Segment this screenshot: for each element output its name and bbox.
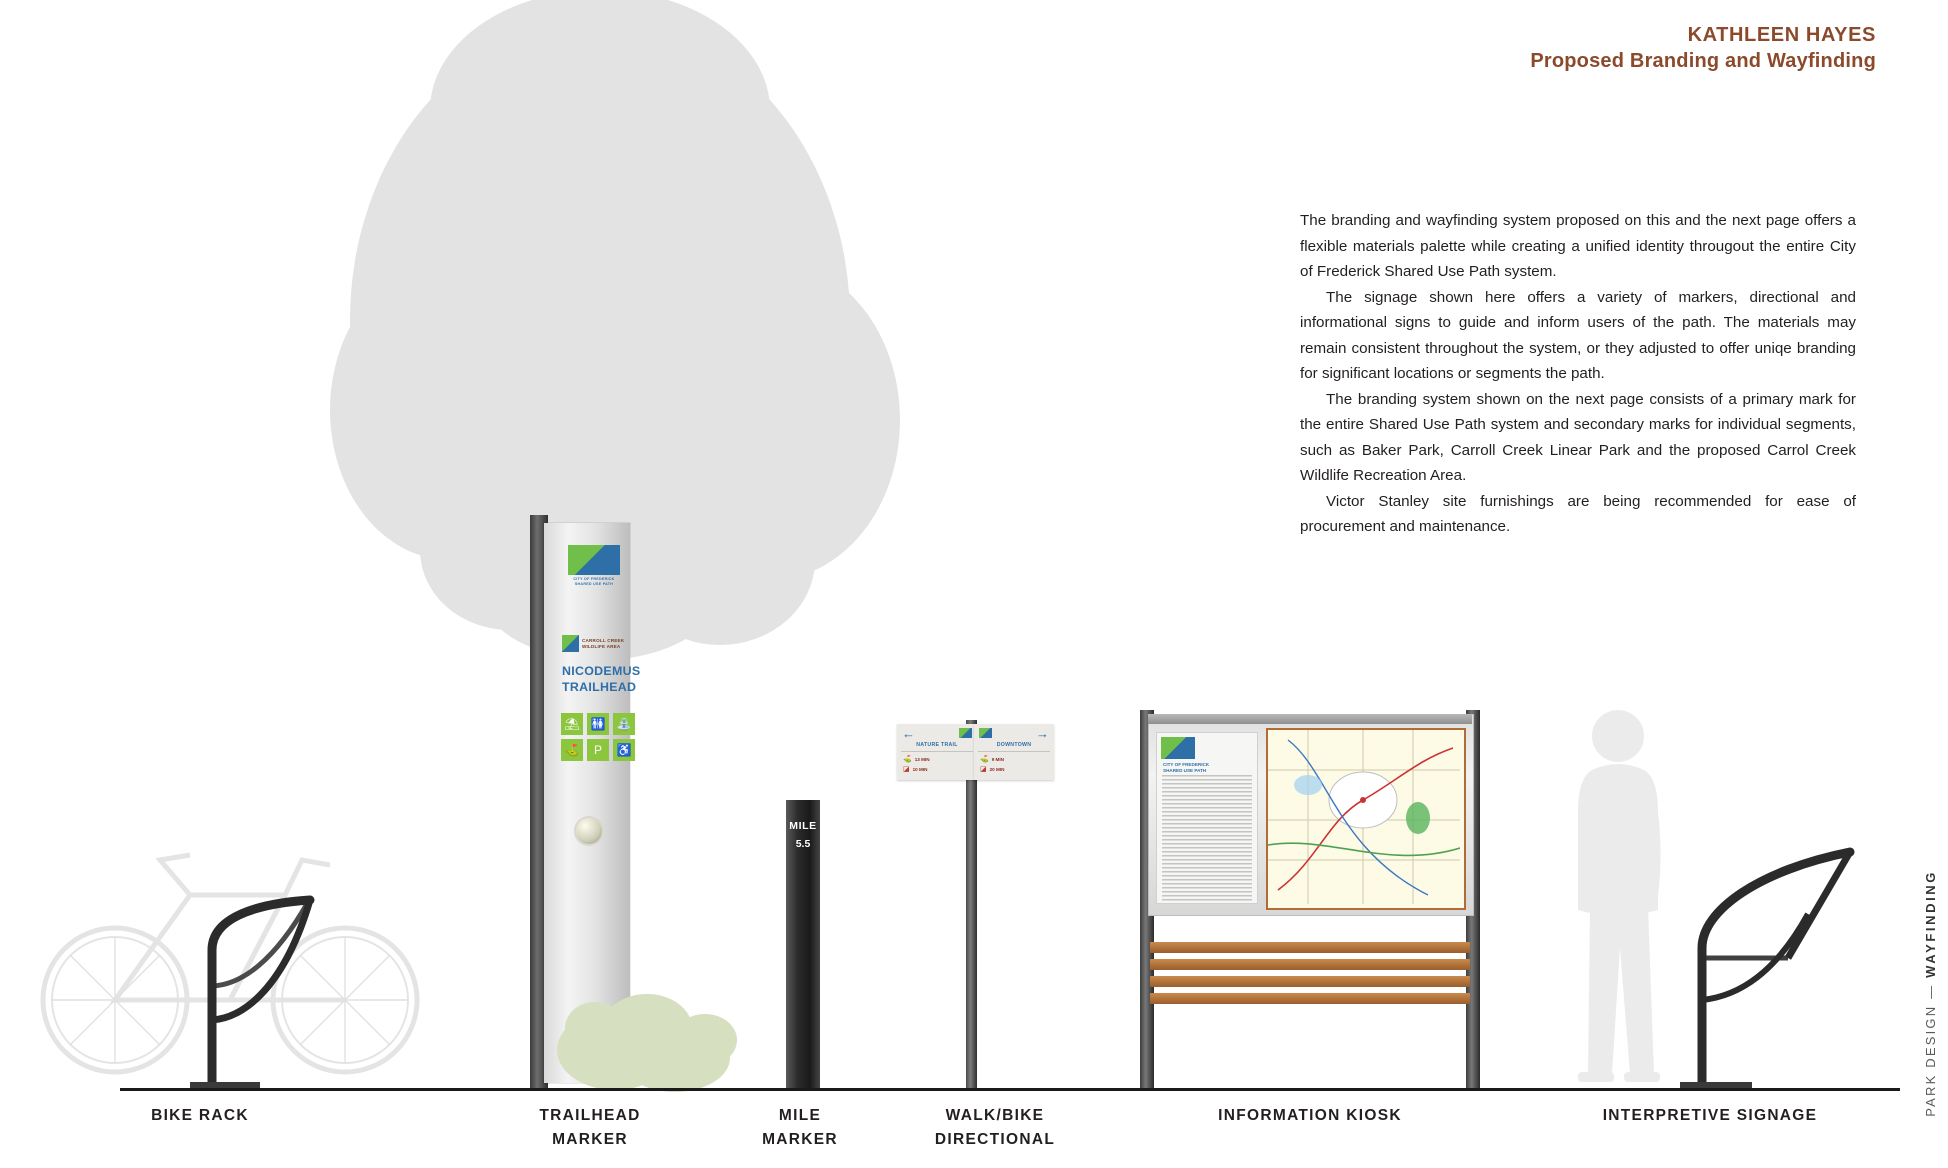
caption-line-1: INFORMATION KIOSK xyxy=(1218,1107,1402,1124)
left-sign-walk-time: 13 MIN xyxy=(914,756,930,762)
kiosk-top-bar xyxy=(1148,714,1472,724)
kiosk-logo-mark-icon xyxy=(1161,737,1195,759)
trailhead-name-line1: NICODEMUS xyxy=(562,664,641,678)
right-sign-walk-time: 9 MIN xyxy=(991,756,1004,762)
trailhead-name-line2: TRAILHEAD xyxy=(562,680,637,694)
mile-marker-value: 5.5 xyxy=(795,838,811,850)
kiosk-logo-line1: CITY OF FREDERICK xyxy=(1163,762,1210,767)
caption-interpretive-signage xyxy=(1530,1104,1890,1128)
side-label-bold: WAYFINDING xyxy=(1923,870,1938,978)
carroll-creek-wildlife-badge xyxy=(562,635,630,652)
directional-sign-left xyxy=(897,724,977,780)
caption-information-kiosk xyxy=(1130,1104,1490,1128)
right-sign-divider xyxy=(978,751,1050,752)
arrow-right-icon: → xyxy=(1036,725,1049,741)
caption-line-2: MARKER xyxy=(552,1131,628,1148)
bike-icon: ◪ xyxy=(903,766,910,773)
left-sign-mark-icon xyxy=(959,728,972,738)
bench-slat xyxy=(1150,976,1470,987)
left-sign-divider xyxy=(901,751,973,752)
document-header xyxy=(1530,22,1876,74)
kiosk-logo-text xyxy=(1163,762,1217,774)
trail-icon: ⛳ xyxy=(561,739,583,761)
wildlife-mark-icon xyxy=(562,635,579,652)
left-sign-bike-time: 10 MIN xyxy=(912,766,928,772)
header-subtitle: Proposed Branding and Wayfinding xyxy=(1530,50,1876,72)
left-sign-walk-row xyxy=(897,754,977,764)
shrub-illustration xyxy=(555,970,740,1092)
bench-slat xyxy=(1150,993,1470,1004)
bike-icon: ◪ xyxy=(980,766,987,773)
caption-line-1: WALK/BIKE xyxy=(945,1107,1045,1124)
wildlife-badge-line2: WILDLIFE AREA xyxy=(582,643,621,649)
medallion-icon xyxy=(576,818,602,844)
city-shared-use-path-logo xyxy=(568,545,620,587)
kiosk-bench xyxy=(1150,942,1470,1004)
information-kiosk xyxy=(1140,710,1480,1090)
parking-icon: P xyxy=(587,739,609,761)
wildlife-badge-line1: CARROLL CREEK xyxy=(582,637,625,643)
right-sign-destination: DOWNTOWN xyxy=(996,742,1032,748)
paragraph-4: Victor Stanley site furnishings are being recommended for ease of procurement and maintenance. xyxy=(1300,492,1856,535)
picnic-icon: ⛱ xyxy=(561,713,583,735)
caption-trailhead-marker xyxy=(460,1104,720,1152)
right-sign-bike-time: 20 MIN xyxy=(989,766,1005,772)
caption-line-1: BIKE RACK xyxy=(151,1107,249,1124)
paragraph-1: The branding and wayfinding system proposed on this and the next page offers a flexible materials palette while creating a unified identity througout the entire City of Frederick Shared Use Path system. xyxy=(1300,212,1856,280)
directional-sign-right xyxy=(974,724,1054,780)
logo-caption: CITY OF FREDERICK SHARED USE PATH xyxy=(573,577,615,586)
bench-slat xyxy=(1150,959,1470,970)
kiosk-logo-line2: SHARED USE PATH xyxy=(1163,768,1207,773)
walk-icon: ⛳ xyxy=(980,756,989,763)
right-sign-walk-row xyxy=(974,754,1054,764)
bike-rack xyxy=(190,890,370,1090)
arrow-left-icon: ← xyxy=(902,725,915,741)
bench-slat xyxy=(1150,942,1470,953)
paragraph-3: The branding system shown on the next page consists of a primary mark for the entire Shared Use Path system and secondary marks for individual segments, such as Baker Park, Carroll Creek Linear Park and the proposed Carrol Creek Wildlife Recreation Area. xyxy=(1300,390,1856,484)
right-sign-bike-row xyxy=(974,764,1054,774)
side-label-prefix: PARK DESIGN — xyxy=(1923,977,1938,1117)
walk-icon: ⛳ xyxy=(903,756,912,763)
walk-bike-directional xyxy=(900,720,1090,1090)
left-sign-bike-row xyxy=(897,764,977,774)
body-copy xyxy=(1300,208,1856,540)
ground-line xyxy=(120,1088,1900,1091)
caption-walk-bike-directional xyxy=(855,1104,1135,1152)
kiosk-trail-map xyxy=(1266,728,1466,910)
page-side-label xyxy=(1923,870,1938,1117)
header-author: KATHLEEN HAYES xyxy=(1687,24,1876,46)
caption-bike-rack xyxy=(60,1104,340,1128)
amenity-icon-grid xyxy=(561,713,633,761)
kiosk-body-text-block xyxy=(1162,775,1252,903)
drinking-fountain-icon: ⛲ xyxy=(613,713,635,735)
restroom-icon: 🚻 xyxy=(587,713,609,735)
left-sign-header xyxy=(897,724,977,742)
caption-line-1: TRAILHEAD xyxy=(539,1107,641,1124)
paragraph-2: The signage shown here offers a variety of markers, directional and informational signs to guide and inform users of the path. The materials may remain consistent throughout the system, or they adjusted to offer uniqe branding for significant locations or segments the path. xyxy=(1300,288,1856,382)
caption-line-1: MILE xyxy=(778,1107,822,1124)
right-sign-mark-icon xyxy=(979,728,992,738)
kiosk-logo xyxy=(1161,737,1253,771)
caption-line-1: INTERPRETIVE SIGNAGE xyxy=(1602,1107,1818,1124)
trailhead-name xyxy=(562,663,640,695)
wildlife-badge-text xyxy=(582,638,624,650)
caption-line-2: MARKER xyxy=(762,1131,838,1148)
interpretive-signage xyxy=(1680,840,1880,1090)
kiosk-info-panel xyxy=(1156,732,1258,904)
person-silhouette xyxy=(1560,700,1680,1090)
caption-line-2: DIRECTIONAL xyxy=(934,1131,1056,1148)
caption-row xyxy=(0,1104,1948,1164)
accessible-icon: ♿ xyxy=(613,739,635,761)
right-sign-header xyxy=(974,724,1054,742)
mile-marker xyxy=(786,800,820,1090)
left-sign-destination: NATURE TRAIL xyxy=(916,742,958,748)
logo-mark-icon xyxy=(568,545,620,575)
mile-marker-label: MILE xyxy=(789,820,817,832)
